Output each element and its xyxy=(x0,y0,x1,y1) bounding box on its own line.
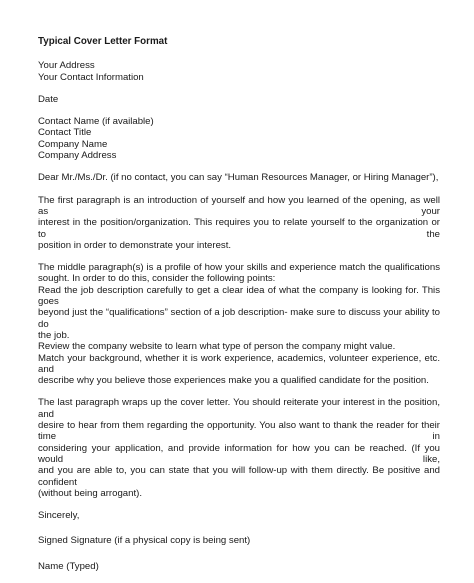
paragraph-line: sought. In order to do this, consider the following points: xyxy=(38,273,276,285)
paragraph-line: desire to hear from them regarding the opportunity. You also want to thank the reader for their time in xyxy=(38,420,440,443)
cover-letter-document xyxy=(38,36,440,583)
sender-address-block xyxy=(38,60,440,83)
paragraph-line: and you are able to, you can state that you will follow-up with them directly. Be positive and confident xyxy=(38,465,440,488)
recipient-company-address: Company Address xyxy=(38,150,117,162)
paragraph-line: interest in the position/organization. This requires you to relate yourself to the organization or to the xyxy=(38,217,440,240)
middle-paragraph xyxy=(38,262,440,386)
sender-address: Your Address xyxy=(38,60,95,72)
paragraph-line: the job. xyxy=(38,329,70,341)
paragraph-line: Match your background, whether it is work experience, academics, volunteer experience, etc. and xyxy=(38,352,440,375)
document-title: Typical Cover Letter Format xyxy=(38,36,168,47)
date-line: Date xyxy=(38,93,59,105)
recipient-block xyxy=(38,116,440,161)
signature-line: Signed Signature (if a physical copy is being sent) xyxy=(38,535,251,547)
sender-contact-info: Your Contact Information xyxy=(38,71,144,83)
recipient-company-name: Company Name xyxy=(38,138,108,150)
closing-paragraph xyxy=(38,397,440,499)
paragraph-line: describe why you believe those experiences make you a qualified candidate for the position. xyxy=(38,375,429,387)
paragraph-line: Read the job description carefully to get a clear idea of what the company is looking for. This goes xyxy=(38,284,440,308)
closing-word: Sincerely, xyxy=(38,510,80,522)
paragraph-line: beyond just the “qualifications” section of a job description- make sure to discuss your ability to do xyxy=(38,307,440,330)
typed-name: Name (Typed) xyxy=(38,560,99,572)
paragraph-line: (without being arrogant). xyxy=(38,487,142,499)
intro-paragraph xyxy=(38,195,440,251)
paragraph-line: The first paragraph is an introduction of yourself and how you learned of the opening, as well as your xyxy=(38,194,440,217)
paragraph-line: The last paragraph wraps up the cover letter. You should reiterate your interest in the position, and xyxy=(38,397,440,420)
paragraph-line: considering your application, and provide information for how you can be reached. (If you would like, xyxy=(38,442,440,465)
salutation: Dear Mr./Ms./Dr. (if no contact, you can say “Human Resources Manager, or Hiring Manager”), xyxy=(38,172,439,184)
recipient-contact-name: Contact Name (if available) xyxy=(38,116,154,128)
paragraph-line: The middle paragraph(s) is a profile of how your skills and experience match the qualifications xyxy=(38,262,440,274)
recipient-contact-title: Contact Title xyxy=(38,127,92,139)
paragraph-line: Review the company website to learn what type of person the company might value. xyxy=(38,341,396,353)
paragraph-line: position in order to demonstrate your interest. xyxy=(38,239,232,251)
